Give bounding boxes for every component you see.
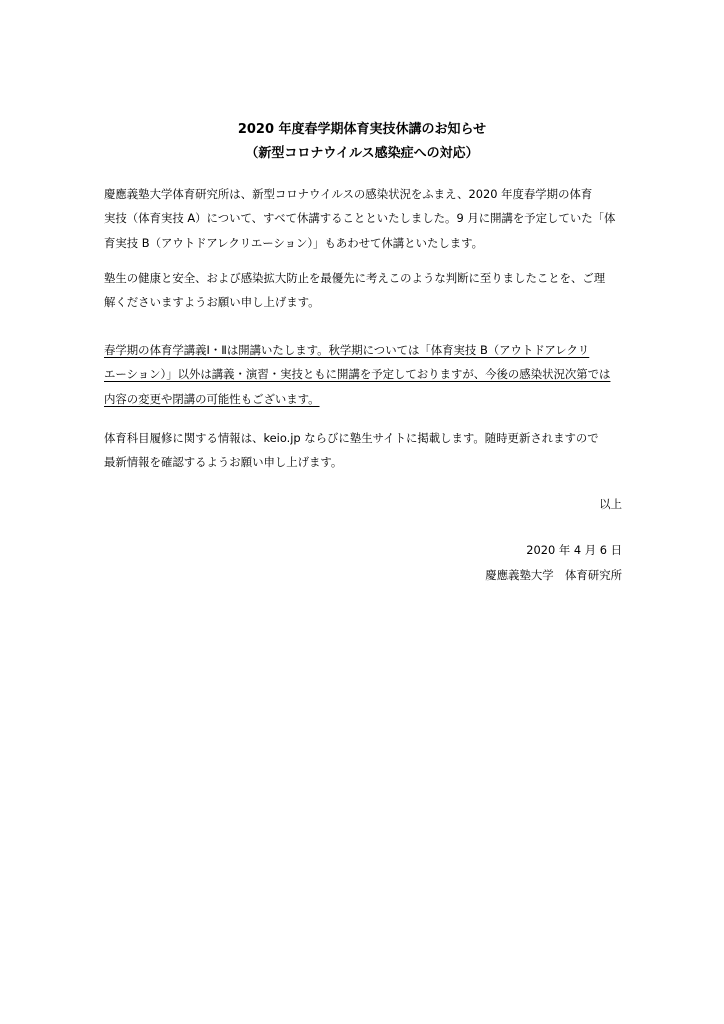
underlined-text: エーション）」以外は講義・演習・実技ともに開講を予定しておりますが、今後の感染状況次第では <box>104 367 611 382</box>
underlined-line <box>104 387 624 411</box>
paragraph-line: 最新情報を確認するようお願い申し上げます。 <box>104 455 343 470</box>
paragraph-underlined-notice <box>104 338 624 411</box>
paragraph-line: 解くださいますようお願い申し上げます。 <box>104 295 320 310</box>
notice-subtitle: （新型コロナウイルス感染症への対応） <box>245 146 479 161</box>
paragraph-apology <box>104 266 624 315</box>
paragraph-line: 塾生の健康と安全、および感染拡大防止を最優先に考えこのような判断に至りましたことを、ご理 <box>104 271 606 285</box>
paragraph-announcement <box>104 182 624 255</box>
underlined-line <box>104 338 624 362</box>
notice-title: 2020 年度春学期体育実技休講のお知らせ <box>237 122 487 137</box>
issuing-organization: 慶應義塾大学 体育研究所 <box>485 568 622 582</box>
underlined-text: 内容の変更や閉講の可能性もございます。 <box>104 391 320 406</box>
closing-text: 以上 <box>599 497 622 511</box>
underlined-line <box>104 362 624 386</box>
underlined-text: 春学期の体育学講義Ⅰ・Ⅱは開講いたします。秋学期については「体育実技 B（アウトドアレクリ <box>104 343 590 357</box>
paragraph-information <box>104 426 624 475</box>
paragraph-line: 実技（体育実技 A）について、すべて休講することといたしました。9 月に開講を予定していた「体 <box>104 211 616 226</box>
issue-date: 2020 年 4 月 6 日 <box>526 543 622 557</box>
paragraph-line: 体育科目履修に関する情報は、keio.jp ならびに塾生サイトに掲載します。随時更新されますので <box>104 431 599 445</box>
paragraph-line: 育実技 B（アウトドアレクリエーション）」もあわせて休講といたします。 <box>104 235 484 250</box>
paragraph-line: 慶應義塾大学体育研究所は、新型コロナウイルスの感染状況をふまえ、2020 年度春学期の体育 <box>104 187 593 201</box>
